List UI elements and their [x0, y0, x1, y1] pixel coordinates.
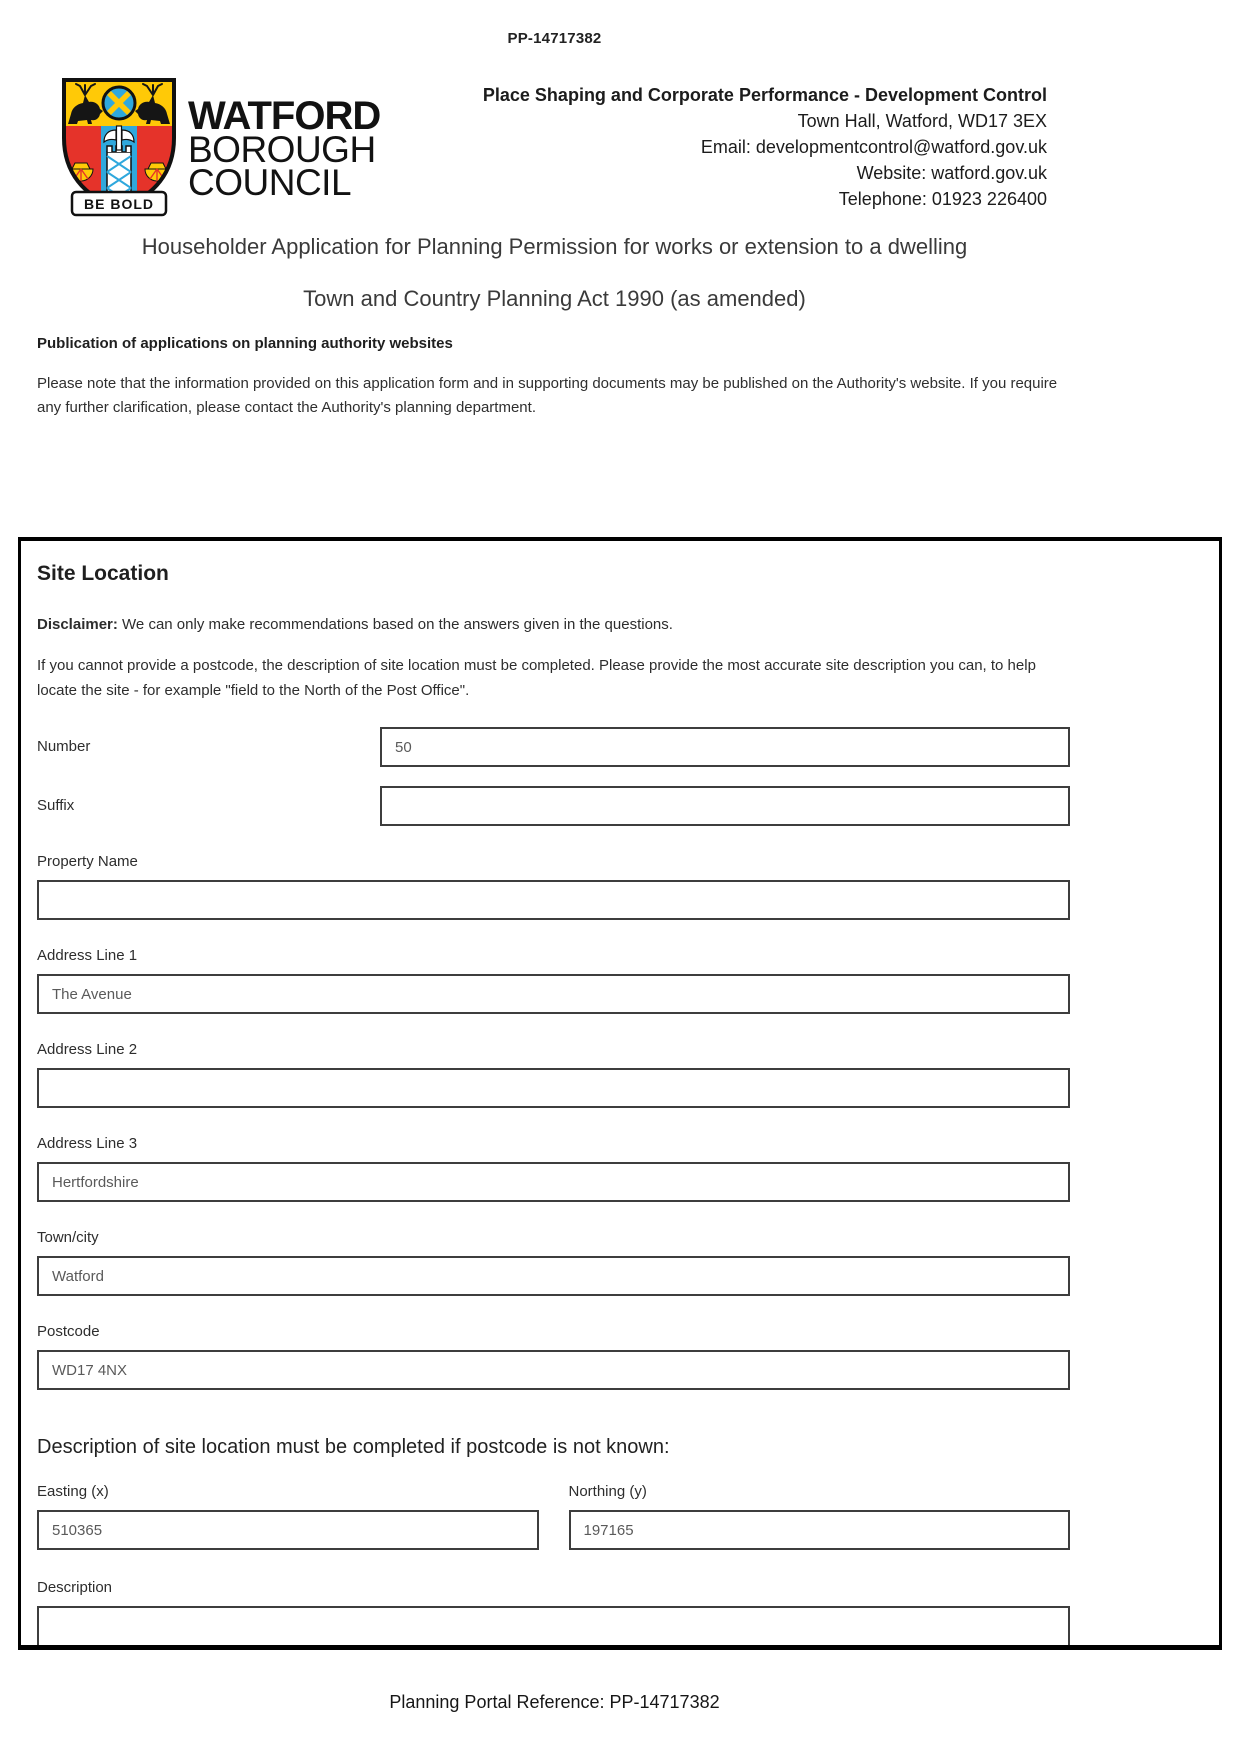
- easting-input[interactable]: [37, 1510, 539, 1550]
- description-input[interactable]: [37, 1606, 1070, 1650]
- council-wordmark: [188, 94, 381, 203]
- watford-crest-logo: [56, 74, 182, 218]
- property-name-input[interactable]: [37, 880, 1070, 920]
- authority-contact-block: [483, 82, 1047, 212]
- easting-field: [37, 1482, 539, 1550]
- form-title: Householder Application for Planning Permission for works or extension to a dwelling: [141, 234, 968, 259]
- property-name-field: [37, 852, 1070, 920]
- disclaimer-text: Disclaimer: We can only make recommendations based on the answers given in the questions.: [37, 616, 673, 633]
- site-location-section: [18, 537, 1222, 1650]
- northing-input[interactable]: [569, 1510, 1071, 1550]
- department-name: Place Shaping and Corporate Performance - Development Control: [482, 85, 1047, 105]
- wordmark-line-2: BOROUGH: [188, 129, 376, 170]
- wordmark-line-3: COUNCIL: [188, 162, 352, 203]
- suffix-input[interactable]: [380, 786, 1070, 826]
- easting-label: Easting (x): [37, 1483, 109, 1500]
- postcode-label: Postcode: [37, 1323, 100, 1340]
- address-line-3-field: [37, 1134, 1070, 1202]
- postcode-input[interactable]: [37, 1350, 1070, 1390]
- address-line-3-label: Address Line 3: [37, 1135, 138, 1152]
- authority-telephone: Telephone: 01923 226400: [838, 189, 1047, 209]
- logo-banner-text: BE BOLD: [84, 196, 154, 212]
- number-field-row: [37, 727, 1070, 767]
- postcode-field: [37, 1322, 1070, 1390]
- town-city-label: Town/city: [37, 1229, 99, 1246]
- coordinates-row: [37, 1482, 1070, 1550]
- document-reference: PP-14717382: [507, 30, 602, 47]
- publication-note-heading: Publication of applications on planning authority websites: [37, 335, 453, 352]
- site-location-intro: If you cannot provide a postcode, the description of site location must be completed. Please provide the most accurate site description you can, to help locate the site - for example "field to the North of the Post Office".: [37, 657, 1036, 699]
- form-subtitle: Town and Country Planning Act 1990 (as amended): [303, 286, 806, 311]
- authority-website: Website: watford.gov.uk: [856, 163, 1047, 183]
- disclaimer-label: Disclaimer:: [37, 616, 118, 633]
- property-name-label: Property Name: [37, 853, 138, 870]
- northing-label: Northing (y): [568, 1483, 647, 1500]
- town-city-input[interactable]: [37, 1256, 1070, 1296]
- authority-address: Town Hall, Watford, WD17 3EX: [797, 111, 1047, 131]
- address-line-1-label: Address Line 1: [37, 947, 138, 964]
- description-label: Description: [37, 1579, 113, 1596]
- publication-note-body: Please note that the information provided on this application form and in supporting documents may be published on the Authority's website. If you require any further clarification, please contact the Authority's planning department.: [37, 375, 1058, 416]
- number-label: Number: [37, 738, 91, 755]
- section-heading: Site Location: [37, 562, 169, 585]
- authority-email: Email: developmentcontrol@watford.gov.uk: [700, 137, 1047, 157]
- wordmark-line-1: WATFORD: [188, 94, 381, 138]
- address-line-1-field: [37, 946, 1070, 1014]
- description-requirement-heading: Description of site location must be completed if postcode is not known:: [37, 1436, 670, 1458]
- planning-portal-reference: Planning Portal Reference: PP-14717382: [389, 1692, 720, 1712]
- number-input[interactable]: [380, 727, 1070, 767]
- address-line-3-input[interactable]: [37, 1162, 1070, 1202]
- town-city-field: [37, 1228, 1070, 1296]
- address-line-2-field: [37, 1040, 1070, 1108]
- suffix-field-row: [37, 786, 1070, 826]
- suffix-label: Suffix: [37, 797, 75, 814]
- address-line-1-input[interactable]: [37, 974, 1070, 1014]
- northing-field: [569, 1482, 1071, 1550]
- address-line-2-input[interactable]: [37, 1068, 1070, 1108]
- address-line-2-label: Address Line 2: [37, 1041, 138, 1058]
